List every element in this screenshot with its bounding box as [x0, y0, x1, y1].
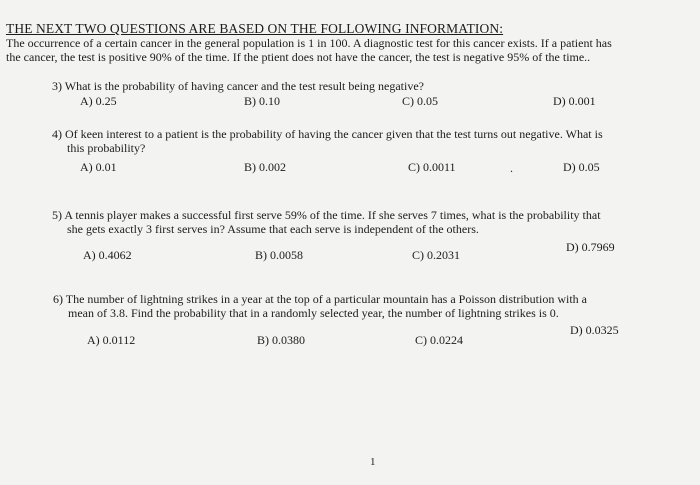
question-text: this probability?: [67, 141, 146, 155]
choice-d[interactable]: D) 0.0325: [570, 323, 619, 337]
choice-c[interactable]: C) 0.05: [402, 94, 438, 108]
choice-b[interactable]: B) 0.0058: [255, 248, 303, 262]
choice-a[interactable]: A) 0.01: [80, 160, 117, 174]
question-text: 4) Of keen interest to a patient is the probability of having the cancer given that the test turns out negative. What is: [52, 127, 603, 141]
question-text: 3) What is the probability of having cancer and the test result being negative?: [52, 79, 424, 93]
question-text: 5) A tennis player makes a successful first serve 59% of the time. If she serves 7 times, what is the probability that: [52, 208, 601, 222]
question-5-choices: [0, 248, 700, 262]
intro-paragraph: [6, 36, 686, 64]
question-4: [52, 127, 603, 155]
choice-c[interactable]: C) 0.0011: [408, 160, 456, 174]
question-text: 6) The number of lightning strikes in a year at the top of a particular mountain has a Poisson distribution with a: [53, 292, 588, 306]
question-5: [52, 208, 601, 236]
question-6: [53, 292, 587, 320]
intro-line: The occurrence of a certain cancer in the general population is 1 in 100. A diagnostic test for this cancer exists. If a patient has: [6, 36, 612, 50]
choice-d[interactable]: D) 0.7969: [566, 240, 615, 254]
choice-c[interactable]: C) 0.2031: [412, 248, 460, 262]
stray-mark: .: [510, 161, 513, 175]
choice-a[interactable]: A) 0.0112: [87, 333, 136, 347]
intro-line: the cancer, the test is positive 90% of the time. If the ptient does not have the cancer, the test is negative 95% of the time..: [6, 50, 591, 64]
choice-b[interactable]: B) 0.0380: [257, 333, 305, 347]
question-6-choices: [0, 333, 700, 347]
question-text: mean of 3.8. Find the probability that in a randomly selected year, the number of lightning strikes is 0.: [68, 306, 559, 320]
choice-c[interactable]: C) 0.0224: [415, 333, 463, 347]
choice-d[interactable]: D) 0.05: [563, 160, 600, 174]
section-heading: THE NEXT TWO QUESTIONS ARE BASED ON THE FOLLOWING INFORMATION:: [6, 21, 504, 36]
question-4-choices: [0, 160, 700, 174]
question-3-choices: [0, 94, 700, 108]
question-3: [52, 79, 424, 93]
question-text: she gets exactly 3 first serves in? Assume that each serve is independent of the others.: [67, 222, 479, 236]
choice-b[interactable]: B) 0.10: [244, 94, 280, 108]
choice-b[interactable]: B) 0.002: [244, 160, 286, 174]
page-number: 1: [370, 456, 376, 468]
choice-d[interactable]: D) 0.001: [553, 94, 596, 108]
choice-a[interactable]: A) 0.25: [80, 94, 117, 108]
choice-a[interactable]: A) 0.4062: [83, 248, 132, 262]
